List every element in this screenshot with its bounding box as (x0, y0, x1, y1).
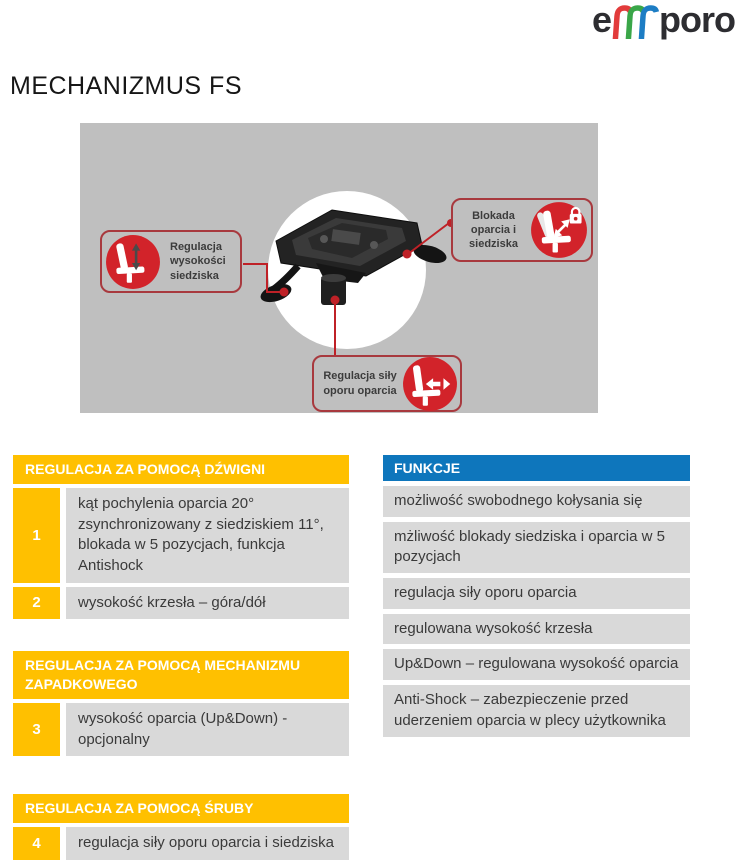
callout-lock-label: Blokada oparcia i siedziska (469, 209, 518, 251)
callout-seat-height (100, 230, 242, 293)
emporo-m-icon (611, 2, 659, 38)
emporo-logo (592, 2, 735, 38)
table-ratchet-header: REGULACJA ZA POMOCĄ MECHANIZMU ZAPADKOWEGO (13, 651, 349, 699)
table-ratchet (13, 651, 349, 756)
function-row: regulacja siły oporu oparcia (383, 578, 690, 609)
callout-tension-label: Regulacja siły oporu oparcia (323, 370, 397, 397)
row-text: regulacja siły oporu oparcia i siedziska (66, 827, 349, 860)
logo-text-e: e (591, 0, 612, 40)
callout-tension (312, 355, 462, 412)
chair-height-icon (105, 234, 161, 290)
table-lever (13, 455, 349, 619)
row-text: wysokość krzesła – góra/dół (66, 587, 349, 620)
table-screw (13, 794, 349, 860)
function-row: regulowana wysokość krzesła (383, 614, 690, 645)
row-text: wysokość oparcia (Up&Down) - opcjonalny (66, 703, 349, 756)
row-number: 2 (13, 587, 60, 620)
table-functions (383, 455, 690, 737)
table-lever-header: REGULACJA ZA POMOCĄ DŹWIGNI (13, 455, 349, 484)
callout-lock (451, 198, 593, 262)
table-functions-header: FUNKCJE (383, 455, 690, 481)
left-column (13, 455, 349, 860)
table-screw-header: REGULACJA ZA POMOCĄ ŚRUBY (13, 794, 349, 823)
function-row: Up&Down – regulowana wysokość oparcia (383, 649, 690, 680)
callout-seat-height-label: Regulacja wysokości siedziska (170, 241, 226, 282)
row-number: 1 (13, 488, 60, 583)
spec-tables (13, 455, 732, 860)
right-column (383, 455, 690, 860)
function-row: mżliwość blokady siedziska i oparcia w 5 pozycjach (383, 522, 690, 573)
logo-text-poro: poro (659, 0, 735, 40)
row-number: 3 (13, 703, 60, 756)
row-text: kąt pochylenia oparcia 20° zsynchronizowany z siedziskiem 11°, blokada w 5 pozycjach, funkcja Antishock (66, 488, 349, 583)
chair-lock-icon (530, 201, 588, 259)
row-number: 4 (13, 827, 60, 860)
page-title: MECHANIZMUS FS (10, 72, 242, 100)
function-row: Anti-Shock – zabezpieczenie przed uderzeniem oparcia w plecy użytkownika (383, 685, 690, 736)
product-image-panel (80, 123, 598, 413)
function-row: możliwość swobodnego kołysania się (383, 486, 690, 517)
chair-tension-icon (402, 356, 458, 412)
